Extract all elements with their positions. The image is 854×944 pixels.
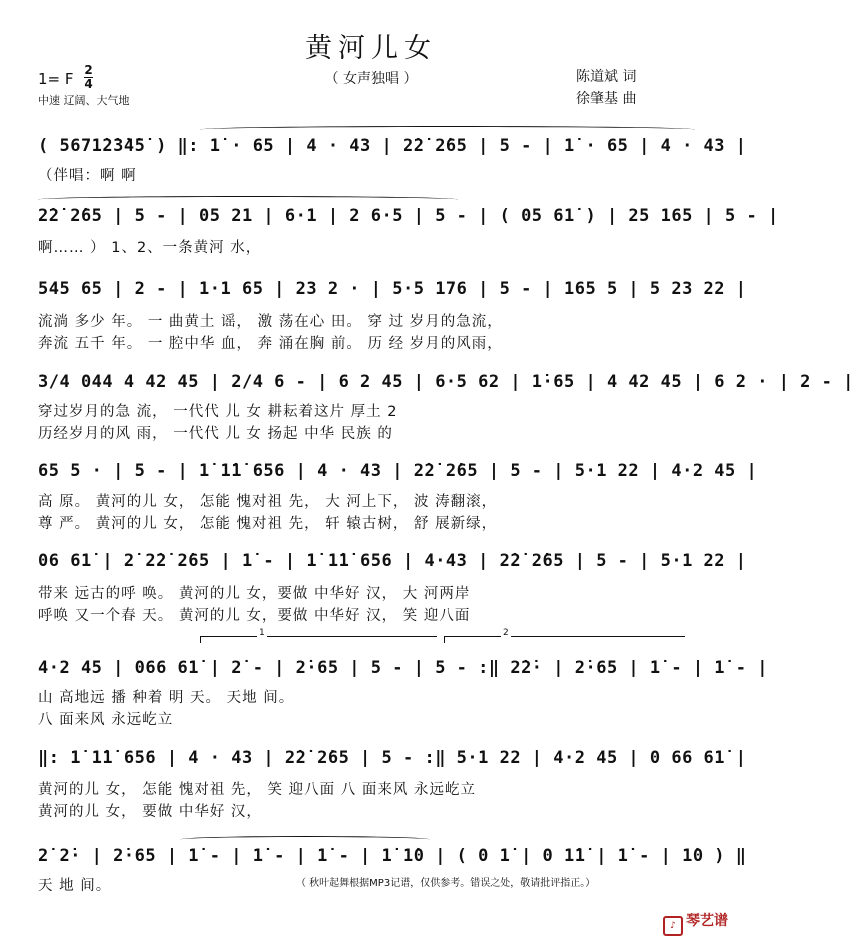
composer-credit: 徐肇基 曲 (576, 91, 637, 107)
score-system-8-notes: ‖: 1̇ 1̇1̇ 656 | 4 · 43 | 2̇2̇ 2̇65 | 5 - :‖ 5·1 22 | 4·2 45 | 0 66 61̇ | (38, 748, 747, 768)
logo-icon: ♪ (663, 916, 683, 936)
second-ending-bracket (444, 628, 685, 643)
tie-line (180, 836, 430, 843)
score-system-2-lyrics-1: 啊…… ） 1、2、一条黄河 水， (38, 240, 262, 256)
first-ending-number: 1 (259, 628, 265, 638)
score-system-7-notes: 4·2 45 | 066 61̇ | 2̇ - | 2̇·65 | 5 - | 5 - :‖ 2̇2̇· | 2̇·65 | 1̇ - | 1̇ - | (38, 658, 768, 678)
song-title: 黄河儿女 (305, 33, 437, 64)
score-system-4-notes: 3/4 044 4 42 45 | 2/4 6 - | 6 2 45 | 6·5 62 | 1̇·65 | 4 42 45 | 6 2 · | 2 - | (38, 372, 854, 392)
time-numerator: 2 (84, 63, 93, 77)
site-logo (663, 910, 728, 936)
score-system-5-lyrics-1: 高 原。 黄河的儿 女， 怎能 愧对祖 先， 大 河上下， 波 涛翻滚， (38, 494, 498, 510)
song-subtitle: （ 女声独唱 ） (324, 71, 418, 87)
logo-text: 琴艺谱 (686, 913, 728, 929)
time-denominator: 4 (84, 77, 93, 91)
second-ending-number: 2 (503, 628, 509, 638)
first-ending-bracket (200, 628, 437, 643)
score-system-9-lyrics-1: 天 地 间。 (38, 878, 112, 894)
score-system-5-lyrics-2: 尊 严。 黄河的儿 女， 怎能 愧对祖 先， 轩 辕古树， 舒 展新绿， (38, 516, 498, 532)
score-system-9-notes: 2̇ 2̇· | 2̇·65 | 1̇ - | 1̇ - | 1̇ - | 1̇ 1̇0 | ( 0 1̇ | 0 1̇1̇ | 1̇ - | 1̇0 ) ‖ (38, 846, 747, 866)
tie-line (38, 196, 458, 203)
score-system-6-lyrics-1: 带来 远古的呼 唤。 黄河的儿 女，要做 中华好 汉， 大 河两岸 (38, 586, 471, 602)
score-system-1-lyrics-1: （伴唱：啊 啊 (38, 168, 137, 184)
score-system-8-lyrics-2: 黄河的儿 女， 要做 中华好 汉， (38, 804, 262, 820)
score-system-4-lyrics-1: 穿过岁月的急 流， 一代代 儿 女 耕耘着这片 厚土 2 (38, 404, 398, 420)
score-system-1-notes: ( 5671̇2̇3̇4̇5̇ ) ‖: 1̇ · 65 | 4 · 43 | 2̇2̇ 2̇65 | 5 - | 1̇ · 65 | 4 · 43 | (38, 136, 747, 156)
transcription-footnote: （ 秋叶起舞根据MP3记谱，仅供参考。错误之处，敬请批评指正。） (296, 878, 596, 889)
score-system-8-lyrics-1: 黄河的儿 女， 怎能 愧对祖 先， 笑 迎八面 八 面来风 永远屹立 (38, 782, 476, 798)
time-signature (84, 64, 93, 90)
score-system-3-lyrics-2: 奔流 五千 年。 一 腔中华 血， 奔 涌在胸 前。 历 经 岁月的风雨， (38, 336, 503, 352)
lyricist-credit: 陈道斌 词 (576, 69, 637, 85)
score-system-2-notes: 2̇2̇ 2̇65 | 5 - | 05 21 | 6·1 | 2 6·5 | 5 - | ( 05 61̇ ) | 25 165 | 5 - | (38, 206, 779, 226)
tie-line (200, 126, 695, 133)
score-system-6-notes: 06 61̇ | 2̇ 2̇2̇ 2̇65 | 1̇ - | 1̇ 1̇1̇ 656 | 4·43 | 2̇2̇ 2̇65 | 5 - | 5·1 22 | (38, 551, 747, 571)
score-system-3-lyrics-1: 流淌 多少 年。 一 曲黄土 谣， 激 荡在心 田。 穿 过 岁月的急流， (38, 314, 503, 330)
score-system-7-lyrics-2: 八 面来风 永远屹立 (38, 712, 174, 728)
score-system-5-notes: 65 5 · | 5 - | 1̇ 1̇1̇ 656 | 4 · 43 | 2̇2̇ 2̇65 | 5 - | 5·1 22 | 4·2 45 | (38, 461, 758, 481)
score-system-3-notes: 545 65 | 2 - | 1·1 65 | 23 2 · | 5·5 176 | 5 - | 165 5 | 5 23 22 | (38, 279, 747, 299)
score-system-4-lyrics-2: 历经岁月的风 雨， 一代代 儿 女 扬起 中华 民族 的 (38, 426, 393, 442)
key-signature: 1= F (38, 70, 74, 88)
score-system-7-lyrics-1: 山 高地远 播 种着 明 天。 天地 间。 (38, 690, 295, 706)
tempo-marking: 中速 辽阔、大气地 (38, 94, 130, 107)
score-system-6-lyrics-2: 呼唤 又一个春 天。 黄河的儿 女，要做 中华好 汉， 笑 迎八面 (38, 608, 471, 624)
